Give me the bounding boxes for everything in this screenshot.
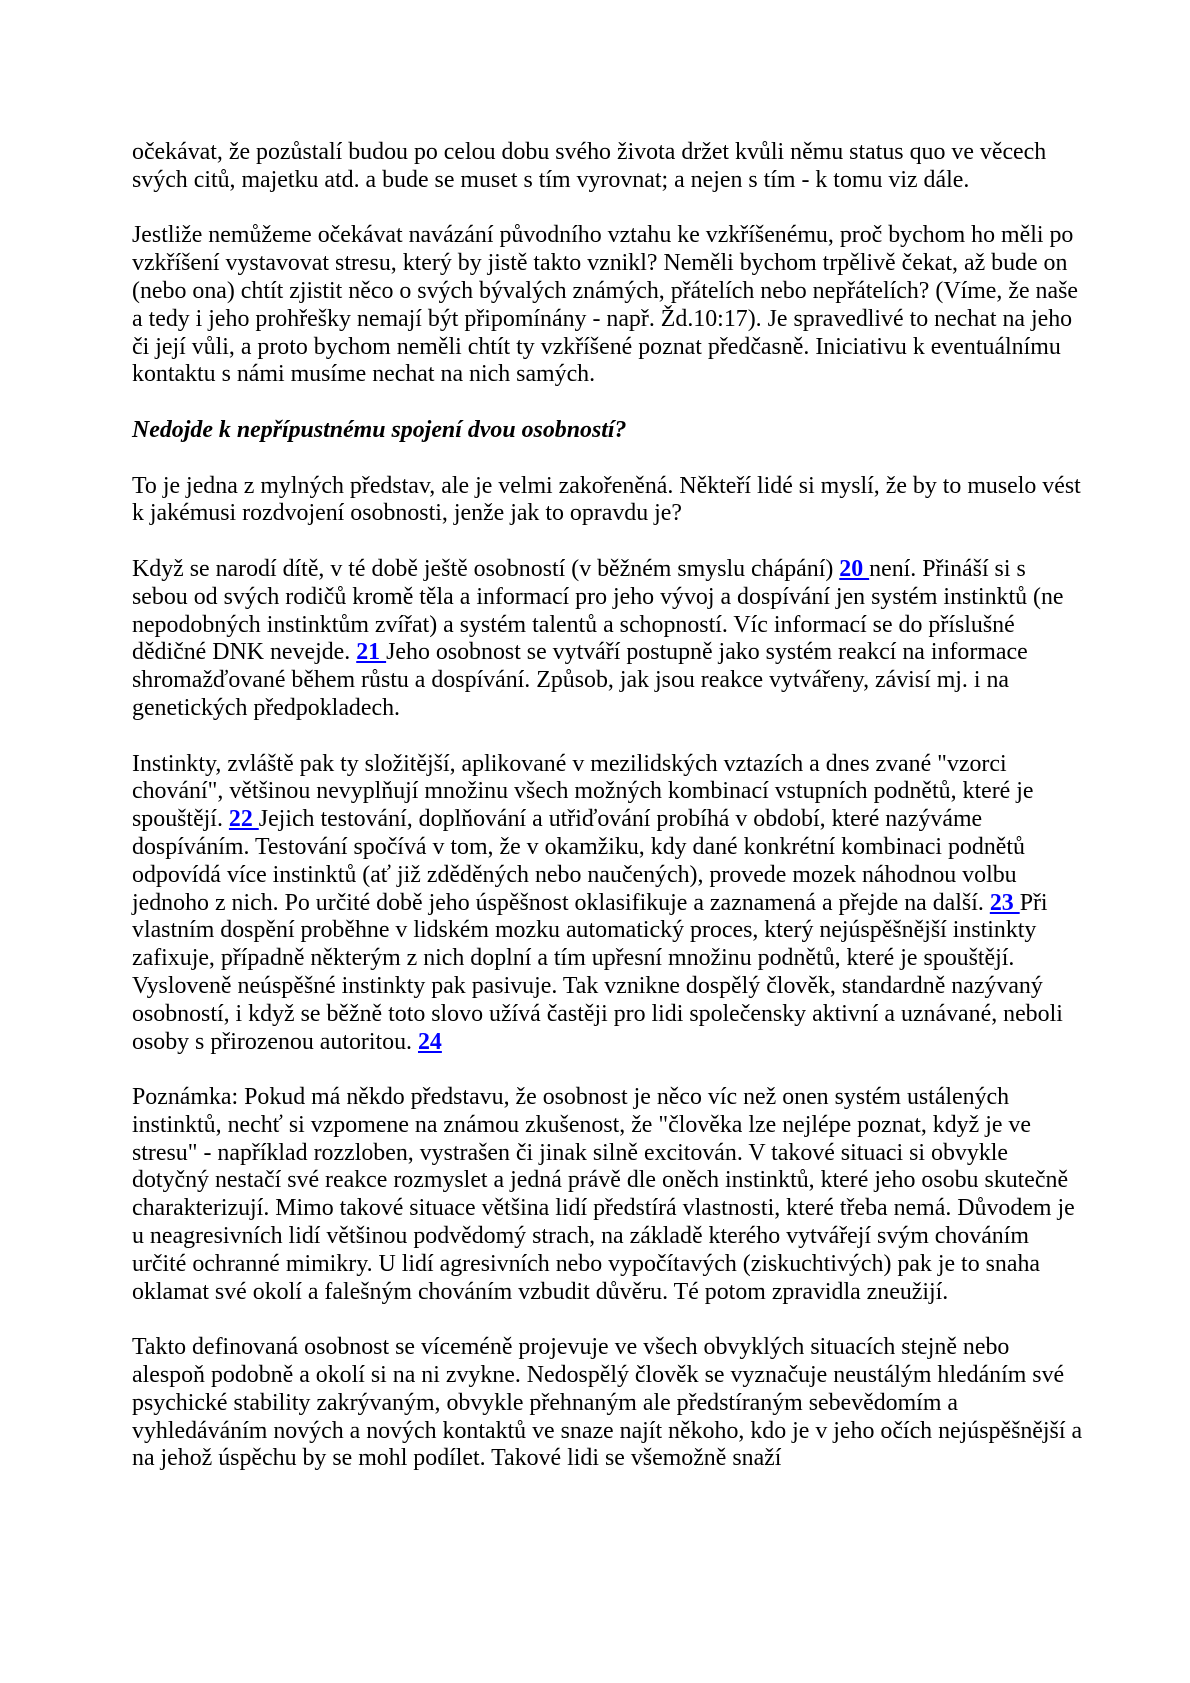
paragraph: Poznámka: Pokud má někdo představu, že osobnost je něco víc než onen systém ustálených instinktů, nechť si vzpomene na známou zkušenost, že "člověka lze nejlépe poznat, když je ve stresu" - například rozzloben, vystrašen či jinak silně excitován. V takové situaci si obvykle dotyčný nestačí své reakce rozmyslet a jedná právě dle oněch instinktů, které jeho osobu skutečně charakterizují. Mimo takové situace většina lidí předstírá vlastnosti, které třeba nemá. Důvodem je u neagresivních lidí většinou podvědomý strach, na základě kterého vytvářejí svým chováním určité ochranné mimikry. U lidí agresivních nebo vypočítavých (ziskuchtivých) pak je to snaha oklamat své okolí a falešným chováním vzbudit důvěru. Té potom zpravidla zneužijí. (132, 1084, 1075, 1305)
paragraph: Jestliže nemůžeme očekávat navázání původního vztahu ke vzkříšenému, proč bychom ho měli po vzkříšení vystavovat stresu, který by jistě takto vznikl? Neměli bychom trpělivě čekat, až bude on (nebo ona) chtít zjistit něco o svých bývalých známých, přátelích nebo nepřátelích? (Víme, že naše a tedy i jeho prohřešky nemají být připomínány - např. Žd.10:17). Je spravedlivé to nechat na jeho či její vůli, a proto bychom neměli chtít ty vzkříšené poznat předčasně. Iniciativu k eventuálnímu kontaktu s námi musíme nechat na nich samých. (132, 222, 1078, 388)
footnote-link-20[interactable]: 20 (839, 555, 870, 582)
section-heading: Nedojde k nepřípustnému spojení dvou osobností? (132, 416, 627, 443)
paragraph: Instinkty, zvláště pak ty složitější, aplikované v mezilidských vztazích a dnes zvané "vzorci chování", většinou nevyplňují množinu všech možných kombinací vstupních podnětů, které je spouštějí. 22 Jejich testování, doplňování a utřiďování probíhá v období, které nazýváme dospíváním. Testování spočívá v tom, že v okamžiku, kdy dané konkrétní kombinaci podnětů odpovídá více instinktů (ať již zděděných nebo naučených), provede mozek náhodnou volbu jednoho z nich. Po určité době jeho úspěšnost oklasifikuje a zaznamená a přejde na další. 23 Při vlastním dospění proběhne v lidském mozku automatický proces, který nejúspěšnější instinkty zafixuje, případně některým z nich doplní a tím upřesní množinu podnětů, které je spouštějí. Vysloveně neúspěšné instinkty pak pasivuje. Tak vznikne dospělý člověk, standardně nazývaný osobností, i když se běžně toto slovo užívá častěji pro lidi společensky aktivní a uznávané, neboli osoby s přirozenou autoritou. 24 (132, 750, 1063, 1055)
footnote-link-22[interactable]: 22 (228, 806, 259, 833)
paragraph: Takto definovaná osobnost se víceméně projevuje ve všech obvyklých situacích stejně nebo alespoň podobně a okolí si na ni zvykne. Nedospělý člověk se vyznačuje neustálým hledáním své psychické stability zakrývaným, obvykle přehnaným ale předstíraným sebevědomím a vyhledáváním nových a nových kontaktů ve snaze najít někoho, kdo je v jeho očích nejúspěšnější a na jehož úspěchu by se mohl podílet. Takové lidi se všemožně snaží (132, 1334, 1083, 1472)
footnote-link-24[interactable]: 24 (417, 1028, 442, 1055)
paragraph: očekávat, že pozůstalí budou po celou dobu svého života držet kvůli němu status quo ve věcech svých citů, majetku atd. a bude se muset s tím vyrovnat; a nejen s tím - k tomu viz dále. (132, 139, 1047, 193)
paragraph: To je jedna z mylných představ, ale je velmi zakořeněná. Někteří lidé si myslí, že by to muselo vést k jakémusi rozdvojení osobnosti, jenže jak to opravdu je? (132, 472, 1081, 527)
footnote-link-21[interactable]: 21 (356, 639, 387, 666)
paragraph: Když se narodí dítě, v té době ještě osobností (v běžném smyslu chápání) 20 není. Přináší si s sebou od svých rodičů kromě těla a informací pro jeho vývoj a dospívání jen systém instinktů (ne nepodobných instinktům zvířat) a systém talentů a schopností. Víc informací se do příslušné dědičné DNK nevejde. 21 Jeho osobnost se vytváří postupně jako systém reakcí na informace shromažďované během růstu a dospívání. Způsob, jak jsou reakce vytvářeny, závisí mj. i na genetických předpokladech. (132, 555, 1064, 721)
footnote-link-23[interactable]: 23 (989, 889, 1020, 916)
